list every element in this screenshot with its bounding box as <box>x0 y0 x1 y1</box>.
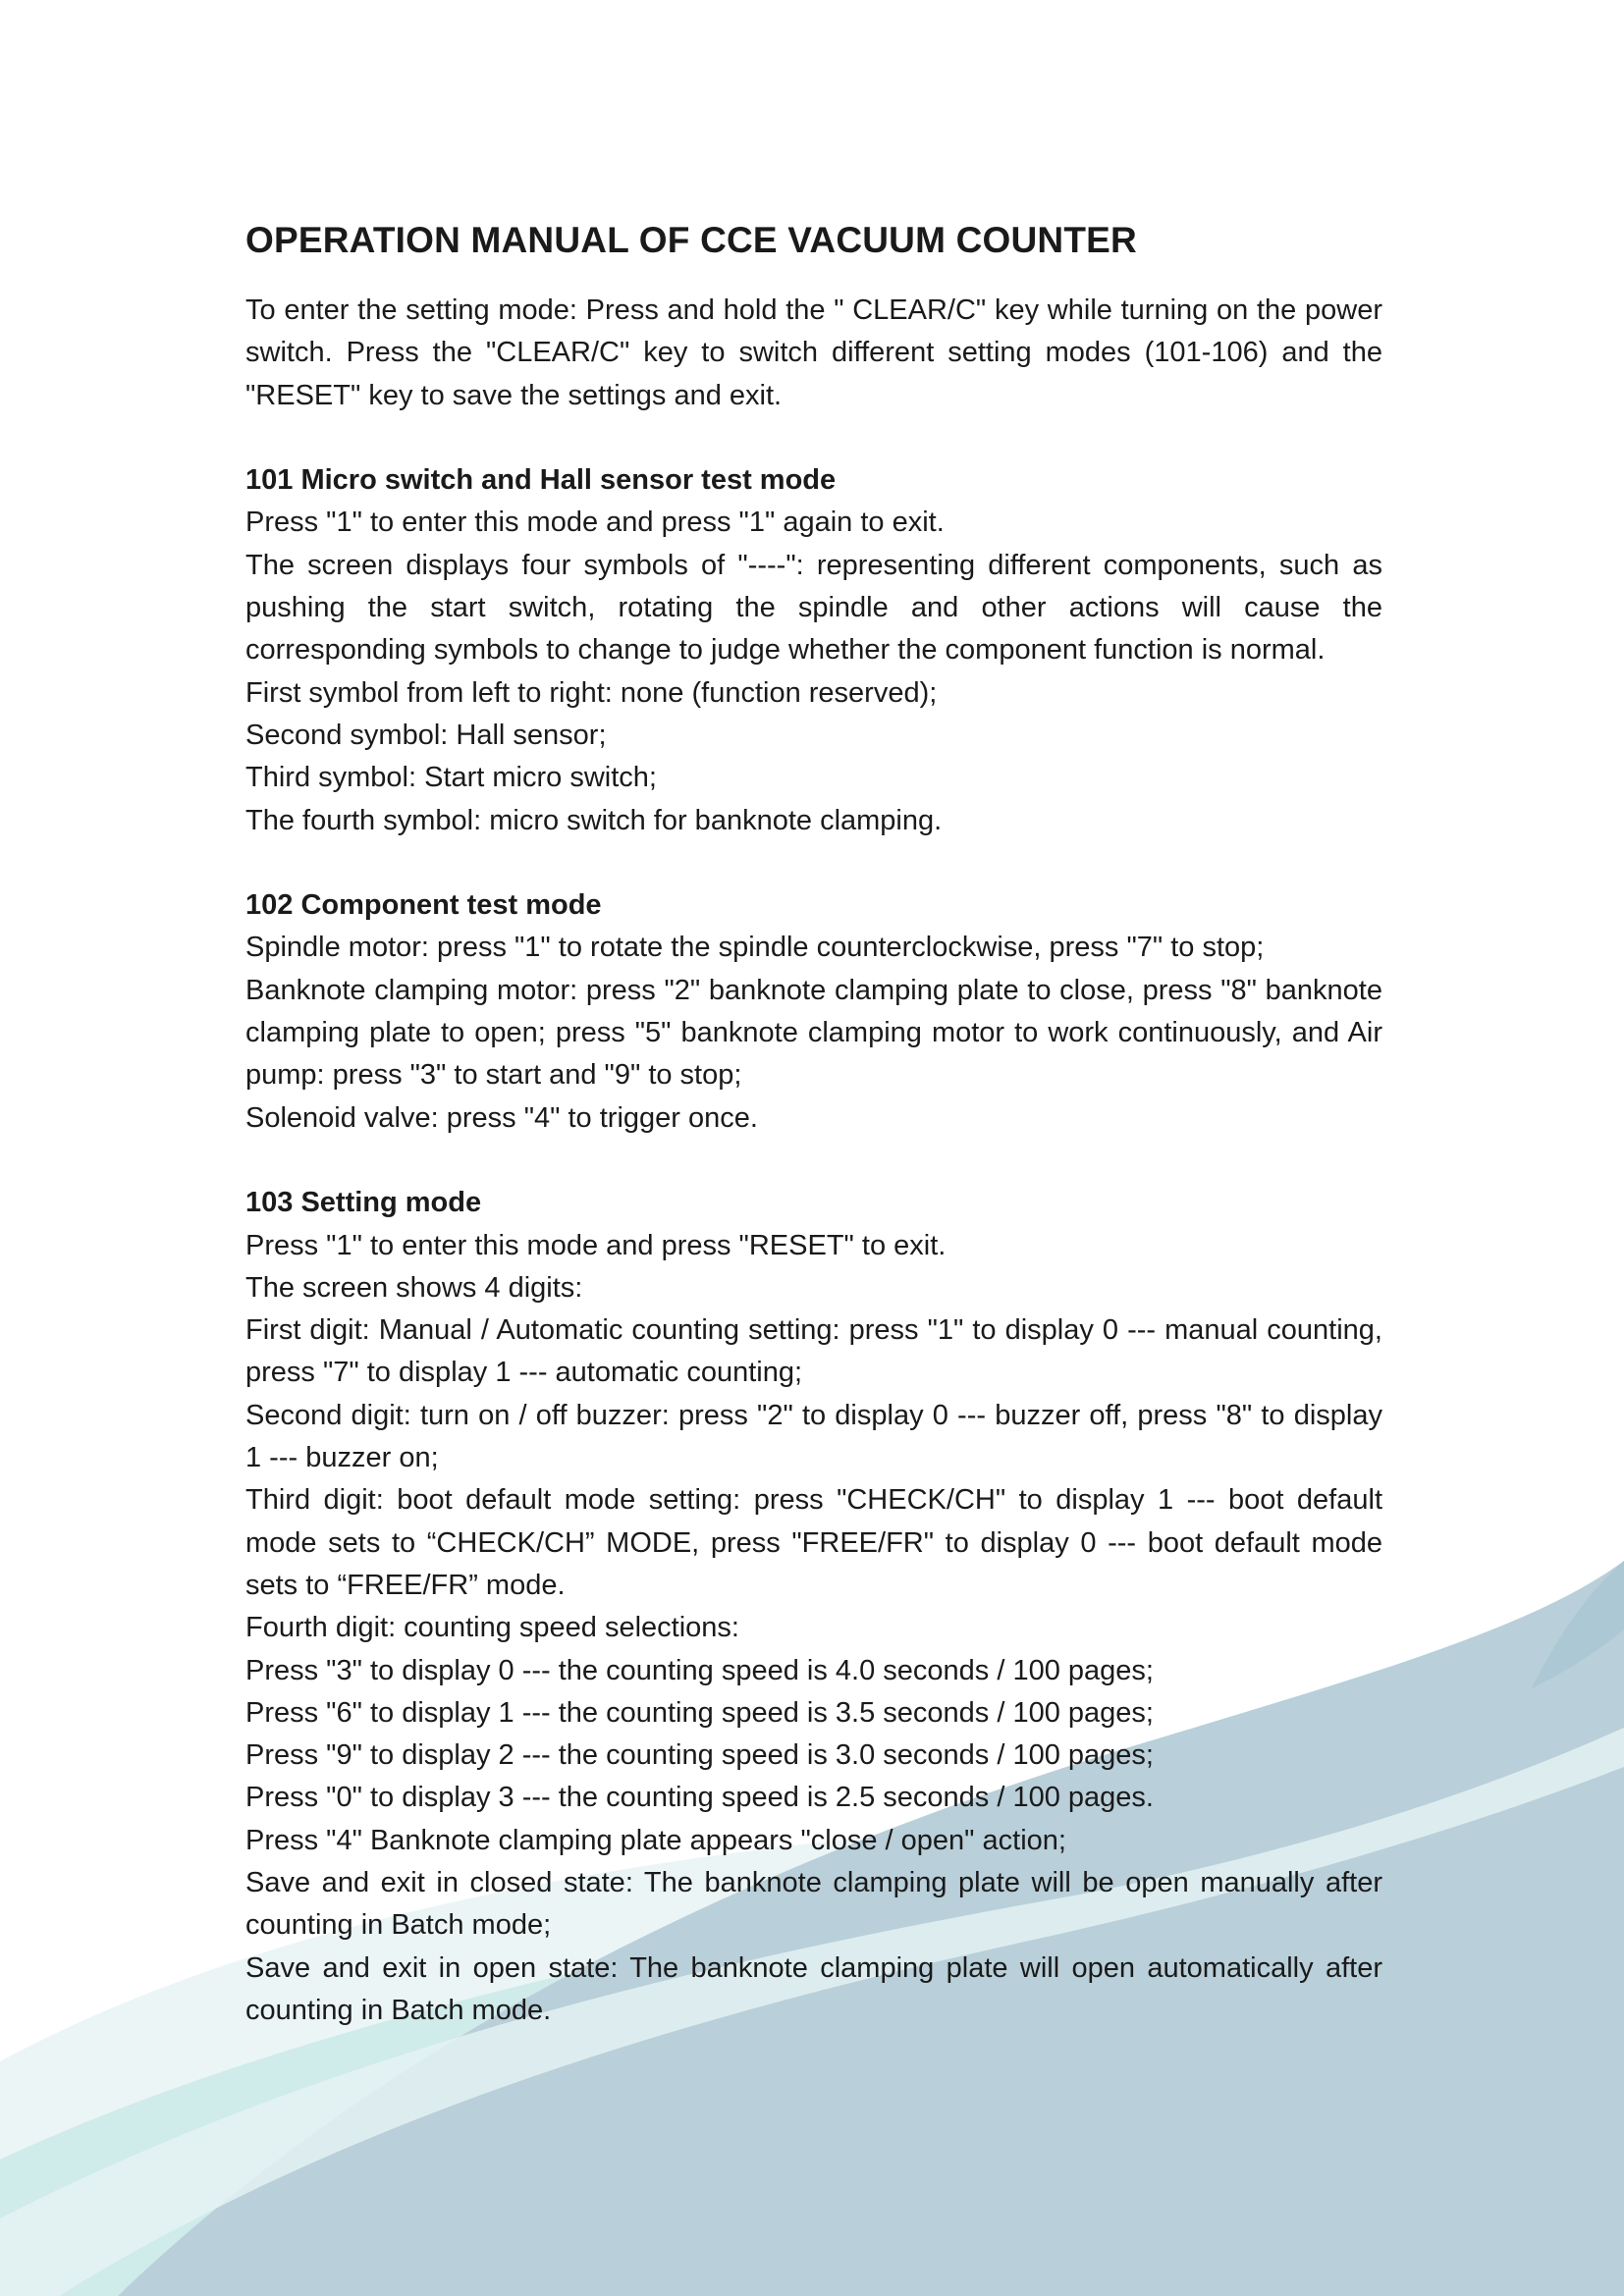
section-line: Spindle motor: press "1" to rotate the spindle counterclockwise, press "7" to stop; <box>245 932 1265 964</box>
section-103 <box>245 1182 1382 2032</box>
section-heading: 101 Micro switch and Hall sensor test mode <box>245 464 837 497</box>
section-heading: 103 Setting mode <box>245 1187 482 1219</box>
section-line: Press "1" to enter this mode and press "1" again to exit. <box>245 507 945 539</box>
section-line: Second digit: turn on / off buzzer: press "2" to display 0 --- buzzer off, press "8" to display 1 --- buzzer on; <box>245 1399 1382 1474</box>
section-line: Banknote clamping motor: press "2" banknote clamping plate to close, press "8" banknote clamping plate to open; press "5" banknote clamping motor to work continuously, and Air pump: press "3" to start and "9" to stop; <box>245 974 1382 1092</box>
intro-paragraph: To enter the setting mode: Press and hold the " CLEAR/C" key while turning on the power switch. Press the "CLEAR/C" key to switch different setting modes (101-106) and the "RESET" key to save the settings and exit. <box>245 294 1382 411</box>
section-102 <box>245 884 1382 1140</box>
section-line: First digit: Manual / Automatic counting setting: press "1" to display 0 --- manual counting, press "7" to display 1 --- automatic counting; <box>245 1314 1382 1389</box>
document-page <box>245 211 1382 2032</box>
section-line: Solenoid valve: press "4" to trigger once. <box>245 1101 758 1134</box>
section-line: Press "9" to display 2 --- the counting speed is 3.0 seconds / 100 pages; <box>245 1739 1154 1772</box>
section-101 <box>245 459 1382 842</box>
document-title: OPERATION MANUAL OF CCE VACUUM COUNTER <box>245 220 1137 260</box>
section-line: Third digit: boot default mode setting: press "CHECK/CH" to display 1 --- boot default mode sets to “CHECK/CH” MODE, press "FREE/FR" to display 0 --- boot default mode sets to “FREE/FR” mode. <box>245 1484 1382 1601</box>
section-line: First symbol from left to right: none (function reserved); <box>245 676 938 709</box>
section-line: Fourth digit: counting speed selections: <box>245 1612 739 1644</box>
section-line: Third symbol: Start micro switch; <box>245 762 657 794</box>
section-line: Save and exit in closed state: The banknote clamping plate will be open manually after counting in Batch mode; <box>245 1866 1382 1942</box>
section-line: Press "3" to display 0 --- the counting speed is 4.0 seconds / 100 pages; <box>245 1654 1154 1686</box>
section-line: The screen shows 4 digits: <box>245 1271 583 1304</box>
section-line: Press "4" Banknote clamping plate appears "close / open" action; <box>245 1824 1066 1856</box>
section-line: Save and exit in open state: The banknote clamping plate will open automatically after counting in Batch mode. <box>245 1951 1382 2026</box>
section-heading: 102 Component test mode <box>245 889 602 922</box>
section-line: The screen displays four symbols of "----": representing different components, such as pushing the start switch, rotating the spindle and other actions will cause the corresponding symbols to change to judge whether the component function is normal. <box>245 549 1382 667</box>
section-line: Press "6" to display 1 --- the counting speed is 3.5 seconds / 100 pages; <box>245 1696 1154 1729</box>
section-line: Second symbol: Hall sensor; <box>245 719 607 751</box>
section-line: Press "0" to display 3 --- the counting speed is 2.5 seconds / 100 pages. <box>245 1782 1154 1814</box>
section-line: Press "1" to enter this mode and press "RESET" to exit. <box>245 1229 947 1261</box>
section-line: The fourth symbol: micro switch for banknote clamping. <box>245 804 943 836</box>
